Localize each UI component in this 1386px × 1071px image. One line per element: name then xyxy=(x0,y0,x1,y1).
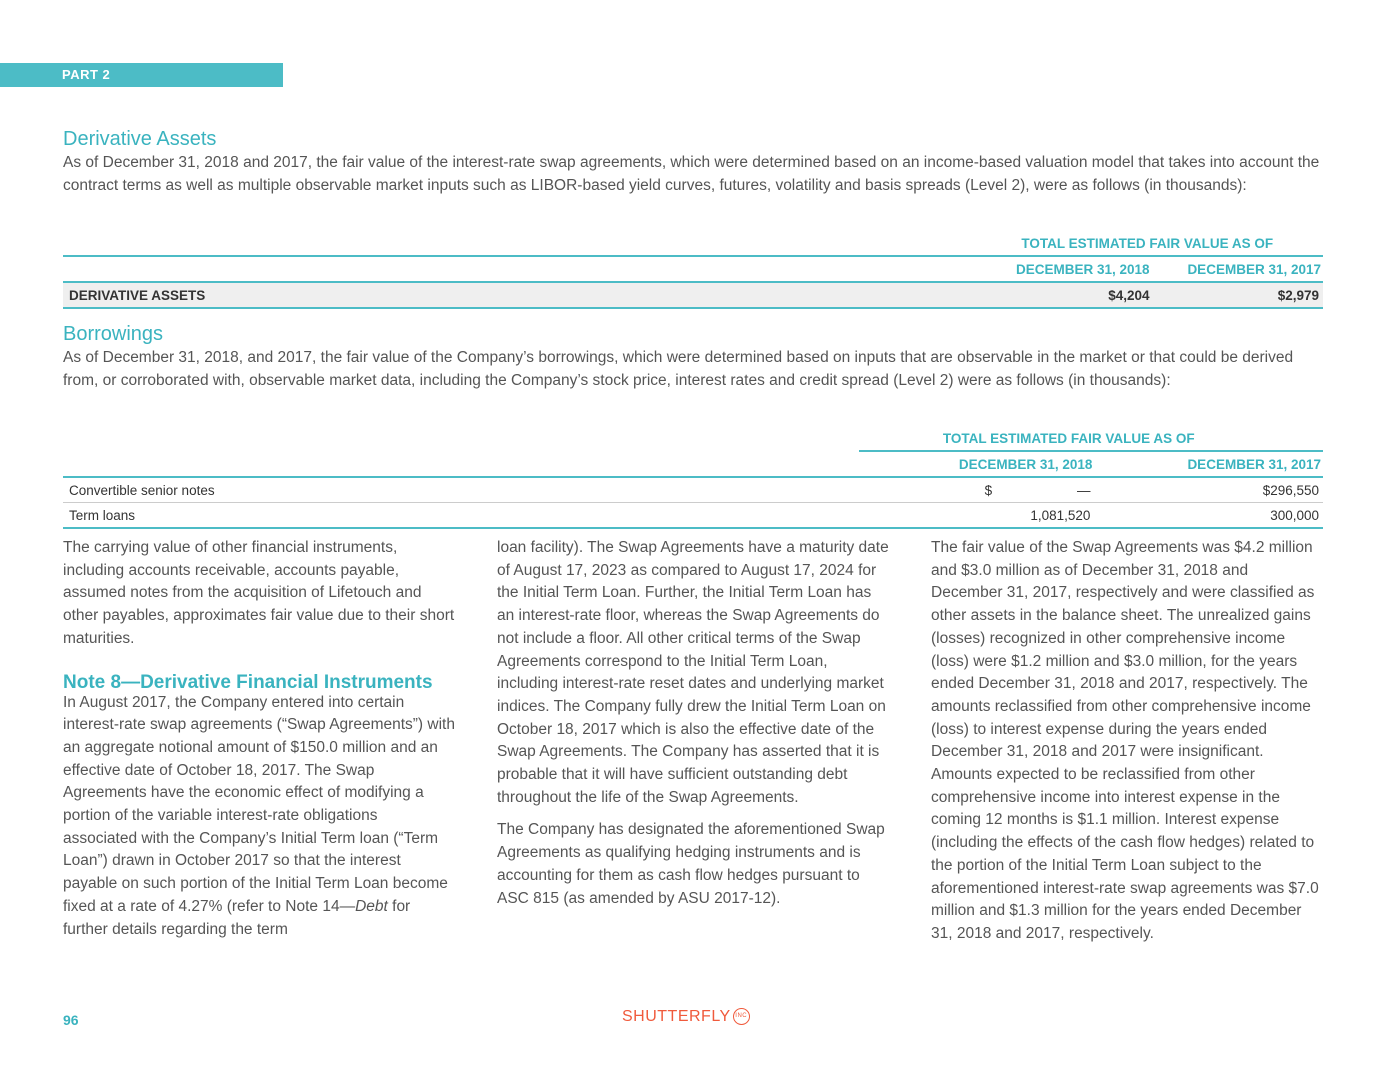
debt-reference: Debt xyxy=(355,897,388,915)
table-cell: $4,204 xyxy=(976,282,1156,308)
currency-symbol: $ xyxy=(984,482,993,498)
page-number: 96 xyxy=(63,1012,79,1028)
fair-value-paragraph: The fair value of the Swap Agreements was $4.2 million and $3.0 million as of December 31, 2018 and December 31, 2017, respectively and were classified as other assets in the balance sheet. The unrealized gains (losses) recognized in other comprehensive income (loss) were $1.2 million and $3.0 million, for the years ended December 31, 2018 and 2017, respectively. The amounts reclassified from other comprehensive income (loss) to interest expense during the years ended December 31, 2018 and 2017 were insignificant. Amounts expected to be reclassified from other comprehensive income into interest expense in the coming 12 months is $1.1 million. Interest expense (including the effects of the cash flow hedges) related to the portion of the Initial Term Loan subject to the aforementioned interest-rate swap agreements was $7.0 million and $1.3 million for the years ended December 31, 2018 and 2017, respectively. xyxy=(931,539,1319,942)
logo-inc-badge: INC xyxy=(733,1008,750,1025)
borrowings-section xyxy=(63,322,1323,392)
table-row-label: DERIVATIVE ASSETS xyxy=(63,282,976,308)
shutterfly-logo xyxy=(622,1008,750,1026)
derivative-assets-heading: Derivative Assets xyxy=(63,128,217,150)
derivative-assets-section xyxy=(63,127,1323,197)
table-cell: 300,000 xyxy=(1116,503,1323,529)
table-cell xyxy=(859,477,1117,503)
table-cell: 1,081,520 xyxy=(859,503,1117,529)
table-row-label: Convertible senior notes xyxy=(63,477,859,503)
column-header: DECEMBER 31, 2018 xyxy=(859,451,1117,477)
table-row-label: Term loans xyxy=(63,503,859,529)
column-header: DECEMBER 31, 2018 xyxy=(976,256,1156,282)
text-column-2 xyxy=(497,537,889,910)
logo-text: SHUTTERFLY xyxy=(622,1008,731,1025)
borrowings-paragraph: As of December 31, 2018, and 2017, the fair value of the Company’s borrowings, which were determined based on inputs that are observable in the market or that could be derived from, or corroborated with, observable market data, including the Company’s stock price, interest rates and credit spread (Level 2) were as follows (in thousands): xyxy=(63,349,1294,389)
note-8-text-end: for further details regarding the term xyxy=(63,897,411,938)
table-group-header: TOTAL ESTIMATED FAIR VALUE AS OF xyxy=(859,426,1323,451)
column-header: DECEMBER 31, 2017 xyxy=(1116,451,1323,477)
table-group-header: TOTAL ESTIMATED FAIR VALUE AS OF xyxy=(976,231,1323,256)
text-column-3 xyxy=(931,537,1323,946)
note-8-paragraph xyxy=(63,692,455,942)
hedge-designation-paragraph: The Company has designated the aforementioned Swap Agreements as qualifying hedging instruments and is accounting for them as cash flow hedges pursuant to ASC 815 (as amended by ASU 2017-12). xyxy=(497,821,885,907)
carrying-value-paragraph: The carrying value of other financial instruments, including accounts receivable, accounts payable, assumed notes from the acquisition of Lifetouch and other payables, approximates fair value due to their short maturities. xyxy=(63,539,455,647)
note-8-heading: Note 8—Derivative Financial Instruments xyxy=(63,671,433,693)
derivative-assets-paragraph: As of December 31, 2018 and 2017, the fair value of the interest-rate swap agreements, which were determined based on an income-based valuation model that takes into account the contract terms as well as multiple observable market inputs such as LIBOR-based yield curves, futures, volatility and basis spreads (Level 2), were as follows (in thousands): xyxy=(63,154,1320,194)
dash-value: — xyxy=(1076,482,1091,498)
borrowings-table xyxy=(63,426,1323,529)
table-cell: $2,979 xyxy=(1156,282,1323,308)
note-8-text: In August 2017, the Company entered into certain interest-rate swap agreements (“Swap Agreements”) with an aggregate notional amount of $150.0 million and an effective date of October 18, 2017. The Swap Agreements have the economic effect of modifying a portion of the variable interest-rate obligations associated with the Company’s Initial Term loan (“Term Loan”) drawn in October 2017 so that the interest payable on such portion of the Initial Term Loan become fixed at a rate of 4.27% (refer to Note 14— xyxy=(63,693,455,915)
borrowings-heading: Borrowings xyxy=(63,323,164,345)
derivative-assets-table xyxy=(63,231,1323,309)
swap-terms-paragraph: loan facility). The Swap Agreements have a maturity date of August 17, 2023 as compared to August 17, 2024 for the Initial Term Loan. Further, the Initial Term Loan has an interest-rate floor, whereas the Swap Agreements do not include a floor. All other critical terms of the Swap Agreements correspond to the Initial Term Loan, including interest-rate reset dates and underlying market indices. The Company fully drew the Initial Term Loan on October 18, 2017 which is also the effective date of the Swap Agreements. The Company has asserted that it is probable that it will have sufficient outstanding debt throughout the life of the Swap Agreements. xyxy=(497,539,889,806)
column-header: DECEMBER 31, 2017 xyxy=(1156,256,1323,282)
text-column-1 xyxy=(63,537,455,941)
table-cell: $296,550 xyxy=(1116,477,1323,503)
part-label: PART 2 xyxy=(0,63,283,87)
